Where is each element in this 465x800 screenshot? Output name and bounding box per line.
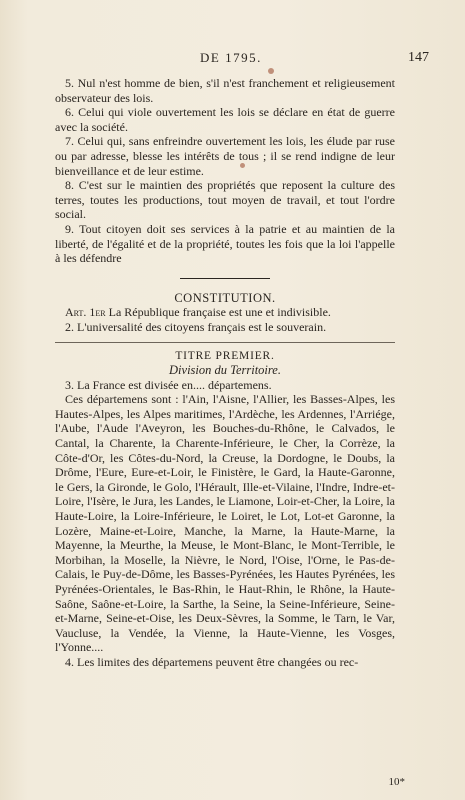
page-body (55, 76, 395, 670)
maxim-paragraph: 8. C'est sur le maintien des propriétés que reposent la culture des terres, toutes les productions, tout moyen de travail, et tout l'ordre social. (55, 178, 395, 222)
ink-stain (240, 163, 245, 168)
titre-heading: TITRE PREMIER. (175, 349, 275, 362)
title-divider (55, 342, 395, 343)
article-3: 3. La France est divisée en.... départemens. (65, 377, 272, 392)
article-1-label: Art. 1er (65, 305, 106, 320)
departements-list: Ces départemens sont : l'Ain, l'Aisne, l'Allier, les Basses-Alpes, les Hautes-Alpes, les Alpes maritimes, l'Ardèche, les Ardennes, l'Arriége, l'Aube, l'Aude l'Aveyron, les Bouches-du-Rhône, le Calvados, le Cantal, la Charente, la Charente-Inférieure, le Cher, la Corrèze, la Côte-d'Or, les Côtes-du-Nord, la Creuse, la Dordogne, le Doubs, la Drôme, l'Eure, Eure-et-Loir, le Finistère, le Gard, la Haute-Garonne, le Gers, la Gironde, le Golo, l'Hérault, Ille-et-Vilaine, l'Indre, Indre-et-Loire, l'Isère, le Jura, les Landes, le Liamone, Loir-et-Cher, la Loire, la Haute-Loire, la Loire-Inférieure, le Loiret, le Lot, Lot-et Garonne, la Lozère, Maine-et-Loire, Manche, la Marne, la Haute-Marne, la Mayenne, la Meurthe, la Meuse, le Mont-Blanc, le Mont-Terrible, le Morbihan, la Moselle, la Nièvre, le Nord, l'Oise, l'Orne, le Pas-de-Calais, le Puy-de-Dôme, les Basses-Pyrénées, les Hautes Pyrénées, les Pyrénées-Orientales, le Bas-Rhin, le Haut-Rhin, le Rhône, la Haute-Saône, Saône-et-Loire, la Sarthe, la Seine, la Seine-Inférieure, Seine-et-Marne, Seine-et-Oise, les Deux-Sèvres, la Somme, le Tarn, le Var, Vaucluse, la Vendée, la Vienne, la Haute-Vienne, les Vosges, l'Yonne.... (55, 392, 395, 655)
section-divider (180, 278, 270, 279)
ink-stain (268, 68, 274, 74)
article-1-text: La République française est une et indivisible. (108, 305, 331, 320)
maxim-paragraph: 6. Celui qui viole ouvertement les lois se déclare en état de guerre avec la société. (55, 105, 395, 134)
constitution-heading: CONSTITUTION. (174, 290, 276, 305)
article-1 (55, 305, 395, 320)
page-number: 147 (408, 50, 429, 65)
maxim-paragraph: 7. Celui qui, sans enfreindre ouvertement les lois, les élude par ruse ou par adresse, blesse les intérêts de tous ; il se rend indigne de leur bienveillance et de leur estime. (55, 134, 395, 178)
division-heading: Division du Territoire. (169, 363, 281, 378)
running-header (0, 50, 465, 70)
article-2: 2. L'universalité des citoyens français est le souverain. (65, 319, 327, 334)
article-4: 4. Les limites des départemens peuvent être changées ou rec- (65, 654, 359, 669)
maxim-paragraph: 5. Nul n'est homme de bien, s'il n'est franchement et religieusement observateur des lois. (55, 76, 395, 105)
signature-mark: 10* (388, 776, 405, 788)
running-head-year: DE 1795. (200, 50, 262, 65)
maxim-paragraph: 9. Tout citoyen doit ses services à la patrie et au maintien de la liberté, de l'égalité et de la propriété, toutes les fois que la loi l'appelle à les défendre (55, 221, 395, 266)
